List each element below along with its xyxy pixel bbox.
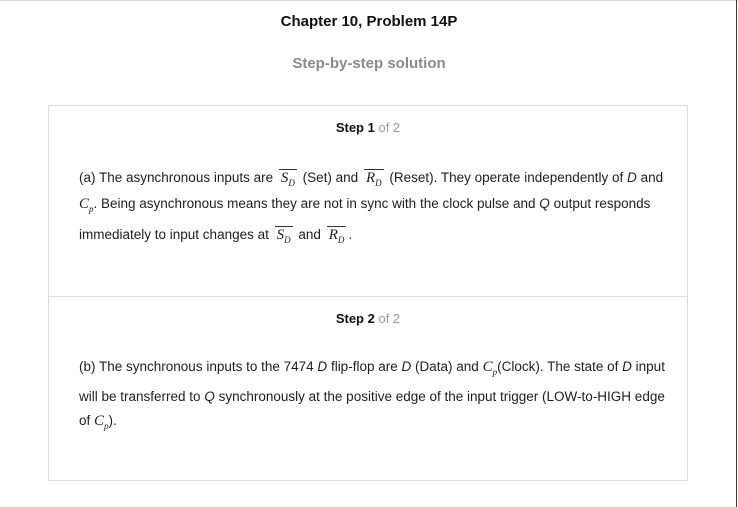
cp-sub: p [492,367,498,377]
q-var: Q [204,388,215,404]
sd2-sub: D [284,235,291,245]
d2-var: D [401,359,412,374]
step-1-text-part: (Reset). They operate independently of [389,170,624,185]
step-1-text-part: . Being asynchronous means they are not in sync with the clock pulse and [93,196,536,211]
step-1-header [49,120,687,135]
step-2-label: Step 2 [335,311,375,326]
step-1-text-part: output responds immediately to input changes at [79,196,651,242]
page-title: Chapter 10, Problem 14P [280,13,458,30]
page-subtitle: Step-by-step solution [292,55,446,72]
step-2-text [79,355,669,439]
cp-symbol [482,359,498,377]
cp-var: C [482,359,493,375]
window-right-edge [736,0,737,507]
d3-var: D [622,359,632,374]
sd-bar-symbol-2 [275,226,293,248]
cp-var: C [79,196,90,212]
d-var: D [317,359,328,374]
step-2-header [49,311,687,326]
step-2-text-part: synchronously at the positive edge of the input trigger (LOW-to-HIGH edge of [79,388,665,428]
cp-symbol-2 [94,413,109,431]
step-1-count: of 2 [378,120,401,135]
rd2-sub: D [337,235,345,245]
cp2-sub: p [104,421,109,431]
solution-card [48,105,688,481]
step-2-text-part: ). [108,413,117,428]
cp-sub: p [89,204,94,214]
step-2-text-part: (Clock). The state of [497,359,619,374]
step-2-text-part: input will be transferred to [79,359,665,404]
cp-symbol [79,196,94,214]
step-1-text [79,165,669,248]
rd-var: R [365,170,376,186]
step-1-text-part: . [348,227,353,242]
step-1-text-part: and [640,170,664,185]
q-var: Q [539,196,550,211]
rd-sub: D [375,178,382,188]
step-1-text-part: and [298,227,321,242]
step-1-text-part: (Set) and [302,170,359,185]
step-1-label: Step 1 [335,120,375,135]
step-2-text-part: (b) The synchronous inputs to the 7474 [79,359,314,374]
rd2-var: R [328,227,338,243]
rd-bar-symbol [364,169,384,191]
d-var: D [627,170,637,185]
cp2-var: C [94,413,105,429]
sd-bar-symbol [279,169,297,191]
step-2-text-part: flip-flop are [330,359,398,374]
sd-var: S [280,170,289,186]
step-divider [49,296,687,297]
sd2-var: S [276,227,285,243]
sd-sub: D [288,178,295,188]
rd-bar-symbol-2 [327,226,347,248]
step-2-text-part: (Data) and [415,359,479,374]
step-1-text-part: (a) The asynchronous inputs are [79,170,274,185]
window-top-edge [0,0,738,1]
step-2-count: of 2 [378,311,401,326]
